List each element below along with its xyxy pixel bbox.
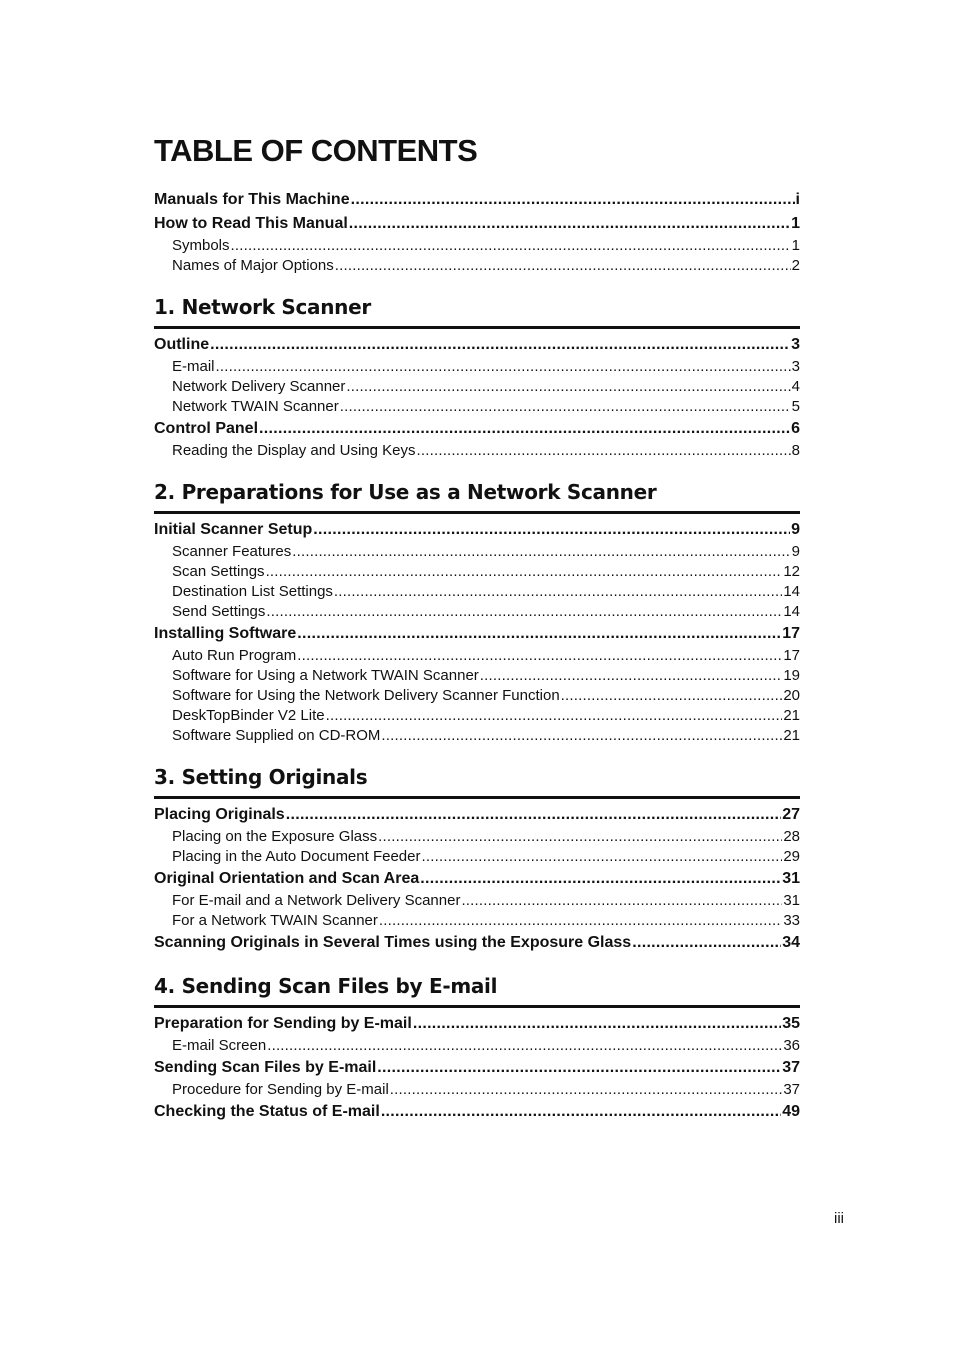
toc-entry-subsection[interactable] [154, 357, 800, 377]
toc-entry-section[interactable] [154, 1056, 800, 1080]
toc-entry-subsection[interactable] [154, 1036, 800, 1056]
toc-entry-label: Send Settings [172, 603, 266, 620]
toc-leader-dots [216, 357, 791, 377]
toc-leader-dots [210, 333, 790, 357]
toc-entry-page: 28 [783, 828, 800, 845]
toc-leader-dots [351, 188, 795, 212]
toc-leader-dots [297, 622, 781, 646]
toc-leader-dots [326, 706, 783, 726]
toc-entry-page: 19 [783, 667, 800, 684]
toc-leader-dots [413, 1012, 781, 1036]
page-title: TABLE OF CONTENTS [154, 133, 478, 168]
toc-entry-section[interactable] [154, 518, 800, 542]
toc-entry-page: 49 [782, 1103, 800, 1120]
toc-entry-page: 37 [782, 1059, 800, 1076]
toc-entry-label: Symbols [172, 237, 230, 254]
toc-leader-dots [349, 212, 790, 236]
toc-entry-section[interactable] [154, 931, 800, 955]
toc-entry-subsection[interactable] [154, 646, 800, 666]
toc-entry-subsection[interactable] [154, 726, 800, 746]
chapter-title[interactable]: 2. Preparations for Use as a Network Scanner [154, 480, 657, 504]
toc-entry-page: 14 [783, 583, 800, 600]
toc-entry-section[interactable] [154, 212, 800, 236]
toc-leader-dots [267, 1036, 782, 1056]
toc-entry-section[interactable] [154, 1100, 800, 1124]
toc-entry-page: 31 [782, 870, 800, 887]
toc-entry-section[interactable] [154, 622, 800, 646]
toc-entry-section[interactable] [154, 188, 800, 212]
toc-entry-label: Software for Using the Network Delivery Scanner Function [172, 687, 560, 704]
toc-leader-dots [231, 236, 791, 256]
page-number: iii [834, 1210, 844, 1227]
toc-entry-page: 9 [791, 521, 800, 538]
toc-entry-label: Installing Software [154, 625, 297, 642]
toc-entry-label: Software for Using a Network TWAIN Scanner [172, 667, 479, 684]
toc-entry-label: Procedure for Sending by E-mail [172, 1081, 389, 1098]
chapter-heading [154, 479, 800, 514]
toc-entry-label: Scanner Features [172, 543, 292, 560]
toc-leader-dots [297, 646, 782, 666]
toc-entry-section[interactable] [154, 867, 800, 891]
toc-leader-dots [259, 417, 790, 441]
toc-entry-label: Names of Major Options [172, 257, 334, 274]
toc-entry-subsection[interactable] [154, 686, 800, 706]
toc-entry-subsection[interactable] [154, 706, 800, 726]
toc-entry-subsection[interactable] [154, 397, 800, 417]
toc-entry-label: Software Supplied on CD-ROM [172, 727, 381, 744]
toc-entry-page: 3 [791, 358, 800, 375]
toc-entry-subsection[interactable] [154, 441, 800, 461]
toc-entry-section[interactable] [154, 1012, 800, 1036]
toc-entry-label: Initial Scanner Setup [154, 521, 313, 538]
toc-entry-page: 9 [791, 543, 800, 560]
toc-leader-dots [461, 891, 782, 911]
toc-entry-page: 6 [791, 420, 800, 437]
toc-entry-label: For a Network TWAIN Scanner [172, 912, 378, 929]
chapter-heading [154, 294, 800, 329]
toc-entry-subsection[interactable] [154, 847, 800, 867]
chapter-heading [154, 973, 800, 1008]
toc-leader-dots [480, 666, 783, 686]
toc-entry-page: 8 [791, 442, 800, 459]
toc-entry-page: i [795, 191, 800, 208]
toc-leader-dots [379, 911, 782, 931]
toc-leader-dots [381, 726, 782, 746]
toc-entry-page: 21 [783, 727, 800, 744]
toc-chapters [154, 294, 800, 1124]
toc-entry-label: Preparation for Sending by E-mail [154, 1015, 412, 1032]
toc-entry-page: 5 [791, 398, 800, 415]
toc-entry-page: 31 [783, 892, 800, 909]
toc-entry-page: 12 [783, 563, 800, 580]
toc-entry-subsection[interactable] [154, 377, 800, 397]
toc-entry-label: E-mail Screen [172, 1037, 267, 1054]
toc-entry-subsection[interactable] [154, 542, 800, 562]
toc-entry-subsection[interactable] [154, 891, 800, 911]
table-of-contents [154, 188, 800, 1124]
toc-leader-dots [378, 827, 782, 847]
toc-entry-label: Auto Run Program [172, 647, 297, 664]
toc-entry-label: How to Read This Manual [154, 215, 348, 232]
toc-entry-subsection[interactable] [154, 562, 800, 582]
toc-entry-label: E-mail [172, 358, 215, 375]
toc-leader-dots [335, 256, 791, 276]
toc-entry-page: 33 [783, 912, 800, 929]
toc-entry-page: 36 [783, 1037, 800, 1054]
toc-entry-subsection[interactable] [154, 666, 800, 686]
toc-entry-page: 37 [783, 1081, 800, 1098]
toc-entry-subsection[interactable] [154, 256, 800, 276]
toc-entry-label: Placing Originals [154, 806, 285, 823]
chapter-title[interactable]: 4. Sending Scan Files by E-mail [154, 974, 498, 998]
toc-leader-dots [286, 803, 782, 827]
toc-leader-dots [416, 441, 790, 461]
toc-leader-dots [340, 397, 791, 417]
toc-entry-label: Scanning Originals in Several Times using the Exposure Glass [154, 934, 632, 951]
toc-entry-page: 17 [783, 647, 800, 664]
toc-entry-page: 1 [791, 215, 800, 232]
toc-leader-dots [561, 686, 783, 706]
toc-intro-section [154, 188, 800, 276]
toc-entry-page: 20 [783, 687, 800, 704]
toc-entry-label: Network TWAIN Scanner [172, 398, 339, 415]
toc-leader-dots [632, 931, 781, 955]
chapter-title[interactable]: 3. Setting Originals [154, 765, 368, 789]
toc-entry-label: DeskTopBinder V2 Lite [172, 707, 325, 724]
toc-entry-page: 29 [783, 848, 800, 865]
toc-entry-label: Network Delivery Scanner [172, 378, 346, 395]
toc-entry-page: 34 [782, 934, 800, 951]
toc-entry-page: 27 [782, 806, 800, 823]
toc-entry-subsection[interactable] [154, 911, 800, 931]
toc-entry-subsection[interactable] [154, 236, 800, 256]
toc-entry-label: Reading the Display and Using Keys [172, 442, 416, 459]
toc-entry-label: Scan Settings [172, 563, 265, 580]
toc-entry-label: Placing on the Exposure Glass [172, 828, 378, 845]
toc-entry-page: 21 [783, 707, 800, 724]
toc-entry-page: 4 [791, 378, 800, 395]
toc-leader-dots [421, 847, 782, 867]
toc-entry-page: 3 [791, 336, 800, 353]
chapter-heading [154, 764, 800, 799]
toc-leader-dots [420, 867, 781, 891]
toc-entry-label: Outline [154, 336, 210, 353]
toc-entry-label: Original Orientation and Scan Area [154, 870, 420, 887]
toc-entry-section[interactable] [154, 803, 800, 827]
toc-leader-dots [266, 562, 783, 582]
toc-entry-subsection[interactable] [154, 582, 800, 602]
toc-entry-page: 17 [782, 625, 800, 642]
toc-entry-subsection[interactable] [154, 827, 800, 847]
toc-entry-label: Manuals for This Machine [154, 191, 350, 208]
toc-leader-dots [390, 1080, 783, 1100]
toc-entry-subsection[interactable] [154, 602, 800, 622]
toc-entry-label: Checking the Status of E-mail [154, 1103, 380, 1120]
toc-entry-page: 2 [791, 257, 800, 274]
toc-entry-label: Destination List Settings [172, 583, 333, 600]
toc-entry-label: Placing in the Auto Document Feeder [172, 848, 421, 865]
chapter-title[interactable]: 1. Network Scanner [154, 295, 371, 319]
toc-entry-label: For E-mail and a Network Delivery Scanner [172, 892, 461, 909]
toc-entry-section[interactable] [154, 417, 800, 441]
toc-leader-dots [377, 1056, 781, 1080]
toc-entry-page: 35 [782, 1015, 800, 1032]
toc-entry-subsection[interactable] [154, 1080, 800, 1100]
toc-leader-dots [292, 542, 790, 562]
toc-entry-label: Control Panel [154, 420, 259, 437]
toc-entry-page: 1 [791, 237, 800, 254]
toc-leader-dots [334, 582, 782, 602]
toc-leader-dots [313, 518, 790, 542]
toc-entry-label: Sending Scan Files by E-mail [154, 1059, 377, 1076]
toc-entry-section[interactable] [154, 333, 800, 357]
toc-leader-dots [266, 602, 782, 622]
toc-leader-dots [381, 1100, 781, 1124]
toc-entry-page: 14 [783, 603, 800, 620]
toc-leader-dots [346, 377, 790, 397]
